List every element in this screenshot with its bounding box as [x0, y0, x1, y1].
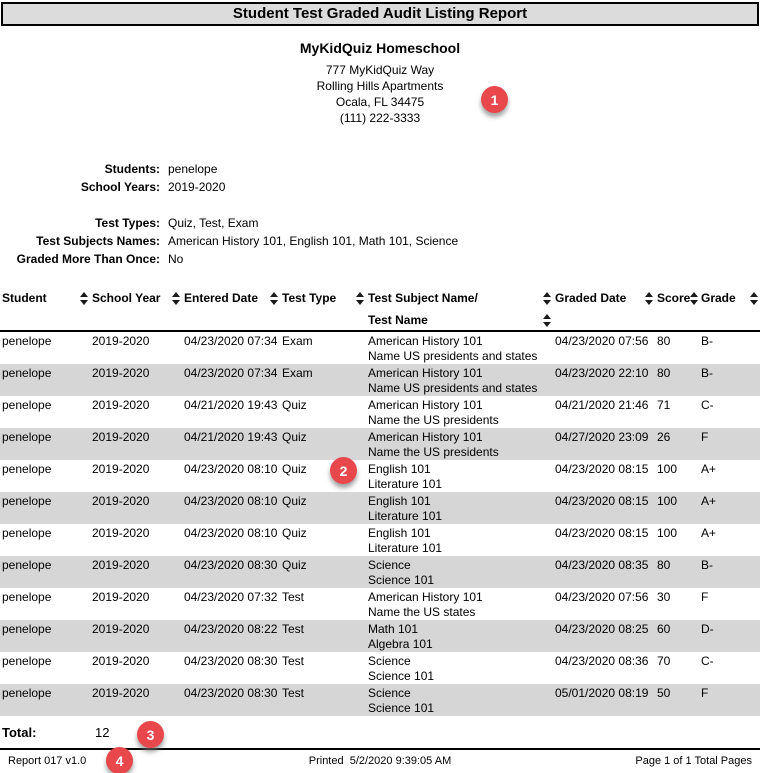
cell-school-year: 2019-2020: [92, 334, 150, 348]
cell-test-type: Quiz: [282, 398, 307, 412]
callout-badge-3: 3: [137, 721, 164, 748]
printed-timestamp: Printed 5/2/2020 9:39:05 AM: [308, 755, 452, 767]
subject-name: American History 101: [368, 334, 483, 348]
cell-subject: [366, 524, 553, 556]
col-label: Test Type: [282, 291, 337, 305]
col-header-school-year: [90, 286, 182, 331]
cell-entered-date: 04/21/2020 19:43: [184, 430, 278, 444]
address-line: (111) 222-3333: [339, 111, 421, 125]
cell-grade: B-: [701, 334, 713, 348]
sort-icon[interactable]: [543, 313, 551, 327]
cell-test-type: Test: [282, 686, 305, 700]
table-row: [0, 620, 760, 652]
cell-graded-date: 04/23/2020 08:35: [555, 558, 649, 572]
org-address: [0, 62, 760, 126]
cell-subject: [366, 652, 553, 684]
subject-name: Science: [368, 558, 411, 572]
cell-student: penelope: [2, 590, 52, 604]
cell-grade: D-: [701, 622, 714, 636]
filter-row-students: [0, 160, 760, 178]
filter-label: School Years:: [80, 180, 160, 194]
cell-score: 100: [657, 462, 678, 476]
cell-school-year: 2019-2020: [92, 622, 150, 636]
col-label: Entered Date: [184, 291, 259, 305]
report-version: Report 017 v1.0: [8, 755, 87, 767]
table-body: [0, 331, 760, 716]
page-title: Student Test Graded Audit Listing Report: [1, 2, 759, 26]
cell-school-year: 2019-2020: [92, 430, 150, 444]
cell-graded-date: 04/23/2020 22:10: [555, 366, 649, 380]
test-name: Science 101: [368, 573, 435, 587]
subject-name: American History 101: [368, 590, 483, 604]
sort-icon[interactable]: [750, 291, 758, 305]
cell-subject: [366, 556, 553, 588]
total-value: 12: [95, 725, 110, 740]
cell-grade: F: [701, 686, 709, 700]
sort-icon[interactable]: [172, 291, 180, 305]
address-line: Rolling Hills Apartments: [316, 79, 444, 93]
test-name: Literature 101: [368, 477, 443, 491]
filter-label: Graded More Than Once:: [16, 252, 160, 266]
table-row: [0, 524, 760, 556]
subject-name: English 101: [368, 494, 431, 508]
subject-name: Science: [368, 654, 411, 668]
subject-name: Math 101: [368, 622, 419, 636]
cell-score: 26: [657, 430, 671, 444]
filter-group-divider: [0, 196, 760, 214]
cell-score: 100: [657, 494, 678, 508]
table-row: [0, 428, 760, 460]
col-header-test-type: [280, 286, 366, 331]
cell-test-type: Quiz: [282, 494, 307, 508]
cell-school-year: 2019-2020: [92, 462, 150, 476]
filter-value: penelope: [168, 162, 218, 176]
col-label: Graded Date: [555, 291, 627, 305]
cell-grade: B-: [701, 366, 713, 380]
test-name: Literature 101: [368, 509, 443, 523]
cell-test-type: Exam: [282, 334, 313, 348]
table-row: [0, 492, 760, 524]
cell-subject: [366, 460, 553, 492]
table-row: [0, 684, 760, 716]
cell-entered-date: 04/23/2020 08:30: [184, 686, 278, 700]
filter-value: Quiz, Test, Exam: [168, 216, 259, 230]
col-label: Score: [657, 291, 691, 305]
cell-score: 80: [657, 334, 671, 348]
callout-badge-2: 2: [330, 457, 357, 484]
filter-label: Test Subjects Names:: [36, 234, 160, 248]
col-header-graded-date: [553, 286, 655, 331]
cell-subject: [366, 492, 553, 524]
cell-grade: F: [701, 430, 709, 444]
cell-grade: F: [701, 590, 709, 604]
cell-student: penelope: [2, 526, 52, 540]
cell-test-type: Exam: [282, 366, 313, 380]
cell-grade: B-: [701, 558, 713, 572]
test-name: Name the US presidents: [368, 413, 499, 427]
cell-entered-date: 04/23/2020 07:34: [184, 334, 278, 348]
cell-subject: [366, 620, 553, 652]
cell-grade: C-: [701, 398, 714, 412]
filter-row-school-years: [0, 178, 760, 196]
test-name: Name the US presidents: [368, 445, 499, 459]
address-line: Ocala, FL 34475: [335, 95, 425, 109]
cell-score: 30: [657, 590, 671, 604]
cell-subject: [366, 428, 553, 460]
cell-school-year: 2019-2020: [92, 686, 150, 700]
sort-icon[interactable]: [270, 291, 278, 305]
test-name: Science 101: [368, 701, 435, 715]
sort-icon[interactable]: [356, 291, 364, 305]
cell-student: penelope: [2, 366, 52, 380]
cell-graded-date: 04/27/2020 23:09: [555, 430, 649, 444]
cell-entered-date: 04/23/2020 08:10: [184, 462, 278, 476]
subject-name: Science: [368, 686, 411, 700]
cell-subject: [366, 364, 553, 396]
filter-value: 2019-2020: [168, 180, 226, 194]
page-count: Page 1 of 1 Total Pages: [635, 755, 752, 767]
table-row: [0, 460, 760, 492]
cell-subject: [366, 588, 553, 620]
cell-graded-date: 04/23/2020 07:56: [555, 590, 649, 604]
cell-grade: C-: [701, 654, 714, 668]
cell-entered-date: 04/21/2020 19:43: [184, 398, 278, 412]
cell-entered-date: 04/23/2020 07:34: [184, 366, 278, 380]
cell-student: penelope: [2, 430, 52, 444]
filter-value: American History 101, English 101, Math 101, Science: [168, 234, 459, 248]
table-row: [0, 396, 760, 428]
col-header-entered-date: [182, 286, 280, 331]
test-name: Name the US states: [368, 605, 476, 619]
cell-subject: [366, 331, 553, 364]
cell-test-type: Quiz: [282, 430, 307, 444]
cell-test-type: Test: [282, 590, 305, 604]
cell-school-year: 2019-2020: [92, 398, 150, 412]
cell-grade: A+: [701, 462, 717, 476]
col-label: Test Subject Name/: [368, 291, 478, 305]
cell-school-year: 2019-2020: [92, 366, 150, 380]
cell-score: 80: [657, 366, 671, 380]
cell-entered-date: 04/23/2020 07:32: [184, 590, 278, 604]
col-label: Student: [2, 291, 47, 305]
filter-label: Test Types:: [95, 216, 160, 230]
cell-graded-date: 04/23/2020 08:15: [555, 462, 649, 476]
cell-graded-date: 04/23/2020 08:36: [555, 654, 649, 668]
cell-score: 50: [657, 686, 671, 700]
filter-label: Students:: [104, 162, 160, 176]
callout-badge-1: 1: [481, 86, 508, 113]
cell-subject: [366, 684, 553, 716]
cell-student: penelope: [2, 558, 52, 572]
test-name: Science 101: [368, 669, 435, 683]
sort-icon[interactable]: [690, 291, 698, 305]
cell-test-type: Quiz: [282, 558, 307, 572]
cell-score: 71: [657, 398, 671, 412]
filter-row-test-types: [0, 214, 760, 232]
filter-row-graded-more-than-once: [0, 250, 760, 268]
test-name: Name US presidents and states: [368, 349, 538, 363]
test-name: Literature 101: [368, 541, 443, 555]
cell-graded-date: 04/23/2020 08:25: [555, 622, 649, 636]
subject-name: English 101: [368, 526, 431, 540]
cell-score: 70: [657, 654, 671, 668]
filter-summary: [0, 160, 760, 268]
cell-subject: [366, 396, 553, 428]
table-row: [0, 331, 760, 364]
cell-graded-date: 04/21/2020 21:46: [555, 398, 649, 412]
callout-badge-4: 4: [106, 747, 133, 773]
cell-school-year: 2019-2020: [92, 654, 150, 668]
subject-name: American History 101: [368, 366, 483, 380]
col-header-grade: [699, 286, 760, 331]
cell-entered-date: 04/23/2020 08:30: [184, 558, 278, 572]
total-row: [0, 724, 760, 742]
filter-row-test-subjects: [0, 232, 760, 250]
sort-icon[interactable]: [645, 291, 653, 305]
col-label: Test Name: [368, 313, 428, 327]
cell-student: penelope: [2, 654, 52, 668]
org-name: MyKidQuiz Homeschool: [299, 40, 461, 56]
cell-entered-date: 04/23/2020 08:10: [184, 526, 278, 540]
cell-school-year: 2019-2020: [92, 526, 150, 540]
cell-student: penelope: [2, 622, 52, 636]
subject-name: American History 101: [368, 398, 483, 412]
org-header: [0, 40, 760, 126]
filter-value: No: [168, 252, 184, 266]
cell-score: 60: [657, 622, 671, 636]
col-label: School Year: [92, 291, 161, 305]
col-header-test-subject-name: [366, 286, 553, 331]
test-name: Algebra 101: [368, 637, 433, 651]
audit-table: [0, 286, 760, 716]
cell-score: 80: [657, 558, 671, 572]
cell-school-year: 2019-2020: [92, 494, 150, 508]
cell-student: penelope: [2, 334, 52, 348]
cell-score: 100: [657, 526, 678, 540]
subject-name: American History 101: [368, 430, 483, 444]
table-row: [0, 556, 760, 588]
col-header-score: [655, 286, 699, 331]
table-header: [0, 286, 760, 331]
col-header-student: [0, 286, 90, 331]
cell-school-year: 2019-2020: [92, 590, 150, 604]
col-label: Grade: [701, 291, 736, 305]
cell-test-type: Quiz: [282, 526, 307, 540]
cell-graded-date: 04/23/2020 07:56: [555, 334, 649, 348]
cell-graded-date: 04/23/2020 08:15: [555, 494, 649, 508]
table-row: [0, 364, 760, 396]
cell-student: penelope: [2, 686, 52, 700]
cell-grade: A+: [701, 526, 717, 540]
subject-name: English 101: [368, 462, 431, 476]
cell-grade: A+: [701, 494, 717, 508]
cell-graded-date: 04/23/2020 08:15: [555, 526, 649, 540]
cell-entered-date: 04/23/2020 08:30: [184, 654, 278, 668]
sort-icon[interactable]: [543, 291, 551, 305]
table-row: [0, 588, 760, 620]
address-line: 777 MyKidQuiz Way: [325, 63, 435, 77]
cell-entered-date: 04/23/2020 08:22: [184, 622, 278, 636]
table-row: [0, 652, 760, 684]
total-label: Total:: [2, 725, 37, 740]
sort-icon[interactable]: [80, 291, 88, 305]
test-name: Name US presidents and states: [368, 381, 538, 395]
cell-test-type: Test: [282, 622, 305, 636]
cell-entered-date: 04/23/2020 08:10: [184, 494, 278, 508]
cell-test-type: Test: [282, 654, 305, 668]
cell-school-year: 2019-2020: [92, 558, 150, 572]
cell-student: penelope: [2, 494, 52, 508]
cell-graded-date: 05/01/2020 08:19: [555, 686, 649, 700]
cell-student: penelope: [2, 398, 52, 412]
cell-student: penelope: [2, 462, 52, 476]
cell-test-type: Quiz: [282, 462, 307, 476]
